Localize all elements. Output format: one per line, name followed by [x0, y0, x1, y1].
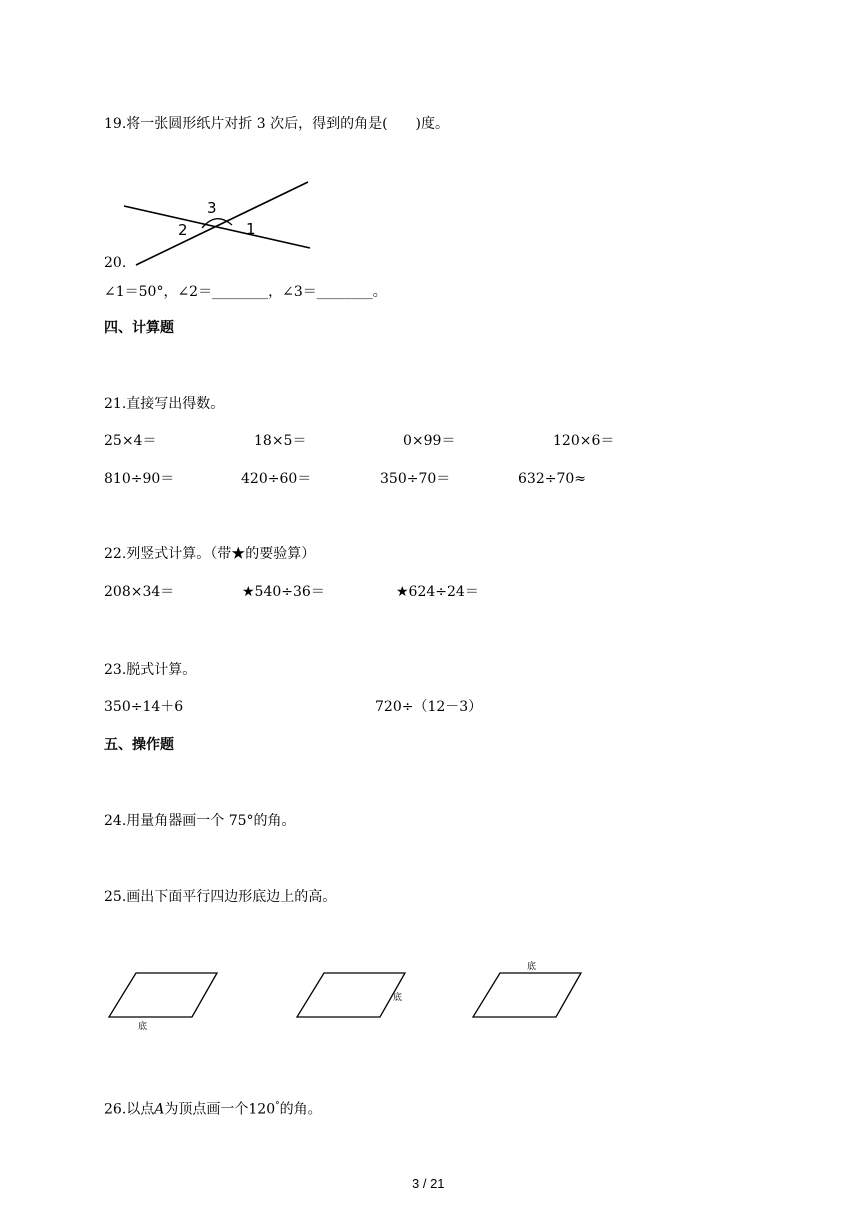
calc-item: 720÷（12－3） [375, 699, 483, 715]
calc-item: ★624÷24＝ [396, 584, 479, 600]
angle-value: 120 [248, 1101, 276, 1118]
angle-label-3: 3 [207, 199, 217, 217]
calc-item: 350÷14＋6 [104, 699, 184, 715]
question-20-text: ∠1＝50°，∠2＝________，∠3＝________。 [104, 284, 387, 300]
base-label: 底 [138, 1022, 148, 1032]
question-23-title: 23.脱式计算。 [104, 662, 197, 678]
page-number: 3 / 21 [412, 1176, 445, 1191]
question-24: 24.用量角器画一个 75°的角。 [104, 813, 296, 829]
parallelogram-2 [292, 966, 416, 1036]
calc-item: 208×34＝ [104, 584, 175, 600]
calc-item: 25×4＝ [104, 433, 157, 449]
question-21-title: 21.直接写出得数。 [104, 396, 225, 412]
question-20-number: 20. [104, 255, 127, 271]
calc-item: 0×99＝ [403, 433, 456, 449]
calc-item: 810÷90＝ [104, 471, 175, 487]
calc-item: 632÷70≈ [518, 471, 586, 487]
section-5-heading: 五、操作题 [104, 737, 174, 753]
angle-label-1: 1 [246, 220, 256, 238]
question-26: 26.以点A为顶点画一个120°的角。 [104, 1101, 322, 1118]
base-label: 底 [393, 993, 403, 1003]
calc-item: 18×5＝ [254, 433, 307, 449]
parallelogram-1 [104, 966, 228, 1036]
calc-item: 120×6＝ [553, 433, 615, 449]
question-19: 19.将一张圆形纸片对折 3 次后，得到的角是( )度。 [104, 116, 449, 132]
question-25-title: 25.画出下面平行四边形底边上的高。 [104, 889, 337, 905]
calc-item: 420÷60＝ [241, 471, 312, 487]
point-a: A [154, 1101, 165, 1118]
question-22-title: 22.列竖式计算。（带★的要验算） [104, 546, 316, 562]
section-4-heading: 四、计算题 [104, 320, 174, 336]
calc-item: ★540÷36＝ [242, 584, 325, 600]
intersecting-lines-figure [118, 175, 318, 271]
base-label: 底 [527, 962, 537, 972]
parallelogram-3 [468, 956, 592, 1036]
angle-label-2: 2 [178, 221, 188, 239]
calc-item: 350÷70＝ [380, 471, 451, 487]
